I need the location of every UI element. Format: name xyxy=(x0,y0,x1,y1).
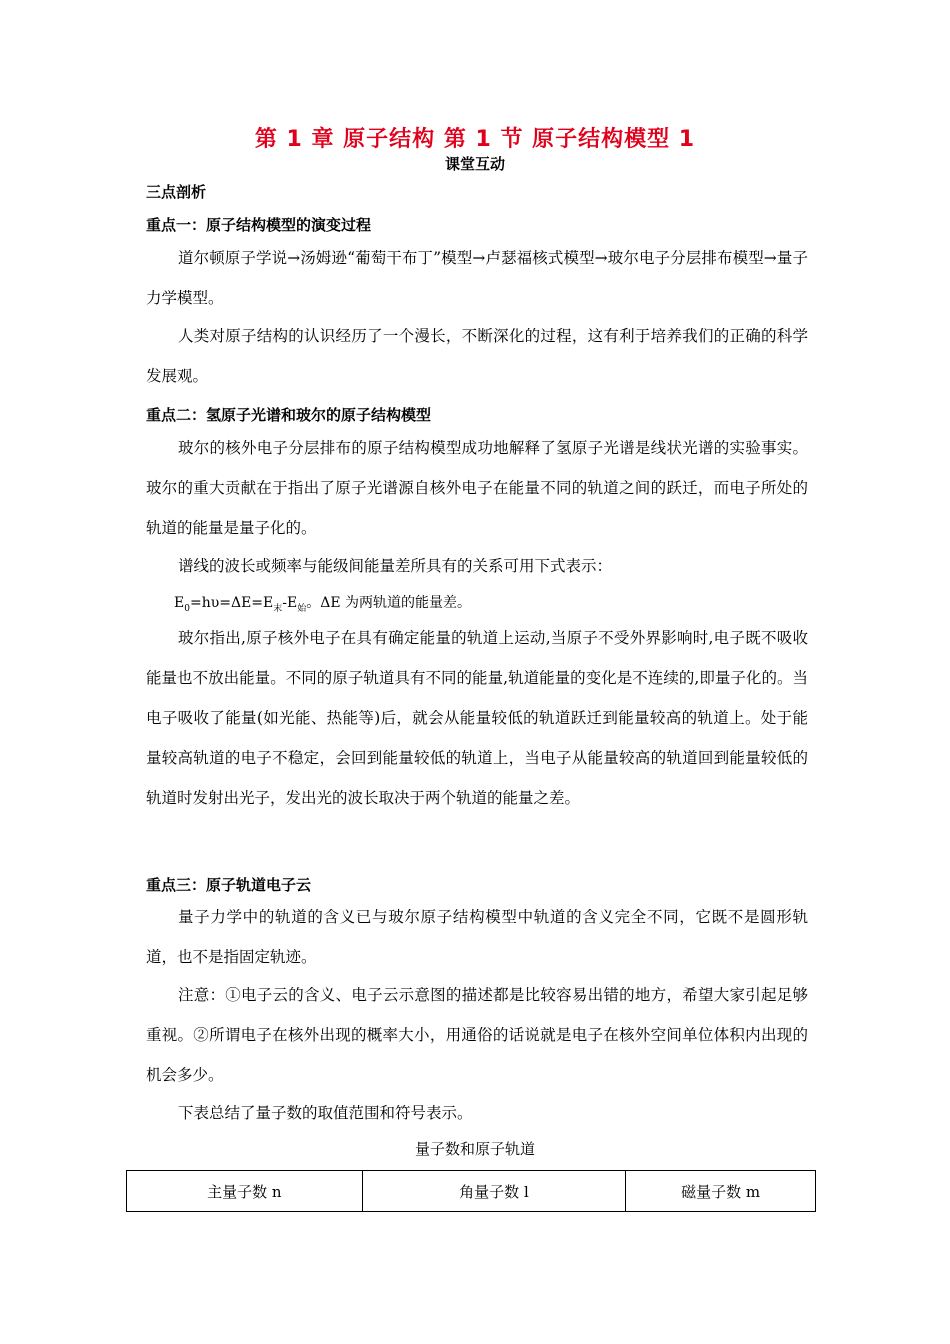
point2-paragraph-1: 玻尔的核外电子分层排布的原子结构模型成功地解释了氢原子光谱是线状光谱的实验事实。玻尔的重大贡献在于指出了原子光谱源自核外电子在能量不同的轨道之间的跃迁，而电子所处的轨道的能量是量子化的。 xyxy=(146,439,808,537)
point3-paragraph-2: 注意：①电子云的含义、电子云示意图的描述都是比较容易出错的地方，希望大家引起足够重视。②所谓电子在核外出现的概率大小，用通俗的话说就是电子在核外空间单位体积内出现的机会多少。 xyxy=(146,986,808,1084)
quantum-number-table xyxy=(126,1170,816,1212)
point1-paragraph-2: 人类对原子结构的认识经历了一个漫长，不断深化的过程，这有利于培养我们的正确的科学发展观。 xyxy=(146,327,808,385)
energy-formula: $E_0=h\upsilon=\Delta E=E_末-E_始$。ΔE 为两轨道的能量差。 xyxy=(174,595,472,614)
point2-paragraph-3: 玻尔指出,原子核外电子在具有确定能量的轨道上运动,当原子不受外界影响时,电子既不吸收能量也不放出能量。不同的原子轨道具有不同的能量,轨道能量的变化是不连续的,即量子化的。当电子吸收了能量(如光能、热能等)后，就会从能量较低的轨道跃迁到能量较高的轨道上。处于能量较高轨道的电子不稳定，会回到能量较低的轨道上，当电子从能量较高的轨道回到能量较低的轨道时发射出光子，发出光的波长取决于两个轨道的能量之差。 xyxy=(146,629,808,807)
header-principal-quantum-number: 主量子数 n xyxy=(127,1171,363,1212)
table-header-row xyxy=(127,1171,816,1212)
point1-paragraph-1: 道尔顿原子学说→汤姆逊“葡萄干布丁”模型→卢瑟福核式模型→玻尔电子分层排布模型→量子力学模型。 xyxy=(146,249,808,307)
point3-paragraph-1: 量子力学中的轨道的含义已与玻尔原子结构模型中轨道的含义完全不同，它既不是圆形轨道，也不是指固定轨迹。 xyxy=(146,908,808,966)
table-caption: 量子数和原子轨道 xyxy=(414,1140,535,1158)
point2-paragraph-2: 谱线的波长或频率与能级间能量差所具有的关系可用下式表示： xyxy=(178,557,613,575)
header-angular-quantum-number: 角量子数 l xyxy=(362,1171,626,1212)
point3-heading: 重点三：原子轨道电子云 xyxy=(146,876,312,894)
section-label: 三点剖析 xyxy=(146,183,207,201)
page-subtitle: 课堂互动 xyxy=(444,155,505,173)
header-magnetic-quantum-number: 磁量子数 m xyxy=(626,1171,816,1212)
page-title: 第 1 章 原子结构 第 1 节 原子结构模型 1 xyxy=(254,127,696,152)
point3-paragraph-3: 下表总结了量子数的取值范围和符号表示。 xyxy=(178,1104,473,1122)
point1-heading: 重点一：原子结构模型的演变过程 xyxy=(146,216,372,234)
point2-heading: 重点二：氢原子光谱和玻尔的原子结构模型 xyxy=(146,406,432,424)
